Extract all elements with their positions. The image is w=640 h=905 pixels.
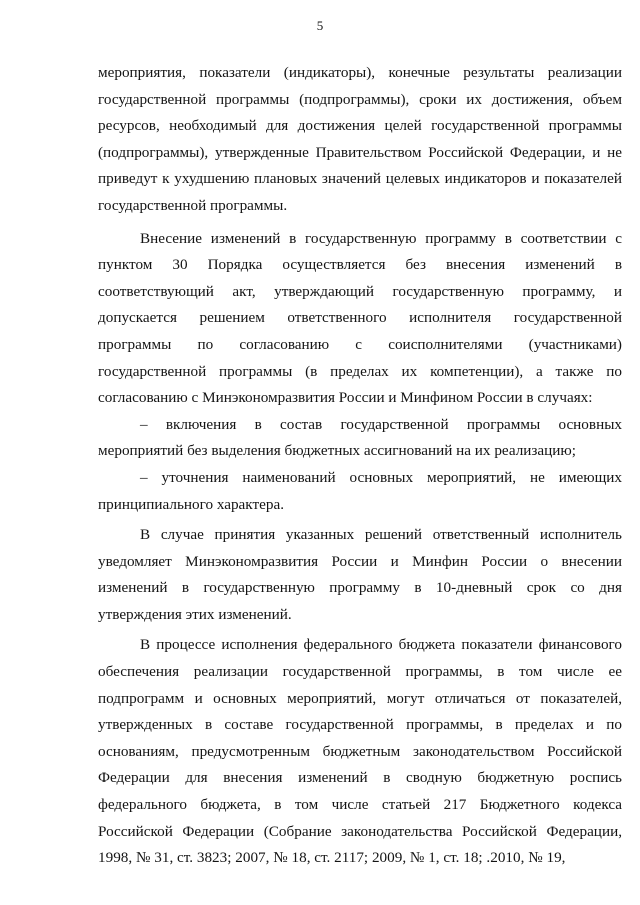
paragraph-budget-execution: В процессе исполнения федерального бюджета показатели финансового обеспечения реализации государственной программы, в том числе ее подпрограмм и основных мероприятий, могут отличаться от показателей, утвержденных в составе государственной программы, в пределах и по основаниям, предусмотренным бюджетным законодательством Российской Федерации для внесения изменений в сводную бюджетную роспись федерального бюджета, в том числе статьей 217 Бюджетного кодекса Российской Федерации (Собрание законодательства Российской Федерации, 1998, № 31, ст. 3823; 2007, № 18, ст. 2117; 2009, № 1, ст. 18; .2010, № 19, <box>98 636 622 867</box>
paragraph-continuation: мероприятия, показатели (индикаторы), конечные результаты реализации государственной программы (подпрограммы), сроки их достижения, объем ресурсов, необходимый для достижения целей государственной программы (подпрограммы), утвержденные Правительством Российской Федерации, и не приведут к ухудшению плановых значений целевых индикаторов и показателей государственной программы. <box>98 64 622 214</box>
paragraph-amendment-procedure: Внесение изменений в государственную программу в соответствии с пунктом 30 Порядка осуществляется без внесения изменений в соответствующий акт, утверждающий государственную программу, и допускается решением ответственного исполнителя государственной программы по согласованию с соисполнителями (участниками) государственной программы (в пределах их компетенции), а также по согласованию с Минэкономразвития России и Минфином России в случаях: <box>98 229 622 407</box>
paragraph-notification: В случае принятия указанных решений ответственный исполнитель уведомляет Минэкономразвития России и Минфин России о внесении изменений в государственную программу в 10-дневный срок со дня утверждения этих изменений. <box>98 526 622 623</box>
document-body <box>98 60 622 872</box>
list-item-clarification: – уточнения наименований основных мероприятий, не имеющих принципиального характера. <box>98 468 622 513</box>
list-item-inclusion: – включения в состав государственной программы основных мероприятий без выделения бюджетных ассигнований на их реализацию; <box>98 415 622 460</box>
page-number: 5 <box>316 18 324 33</box>
